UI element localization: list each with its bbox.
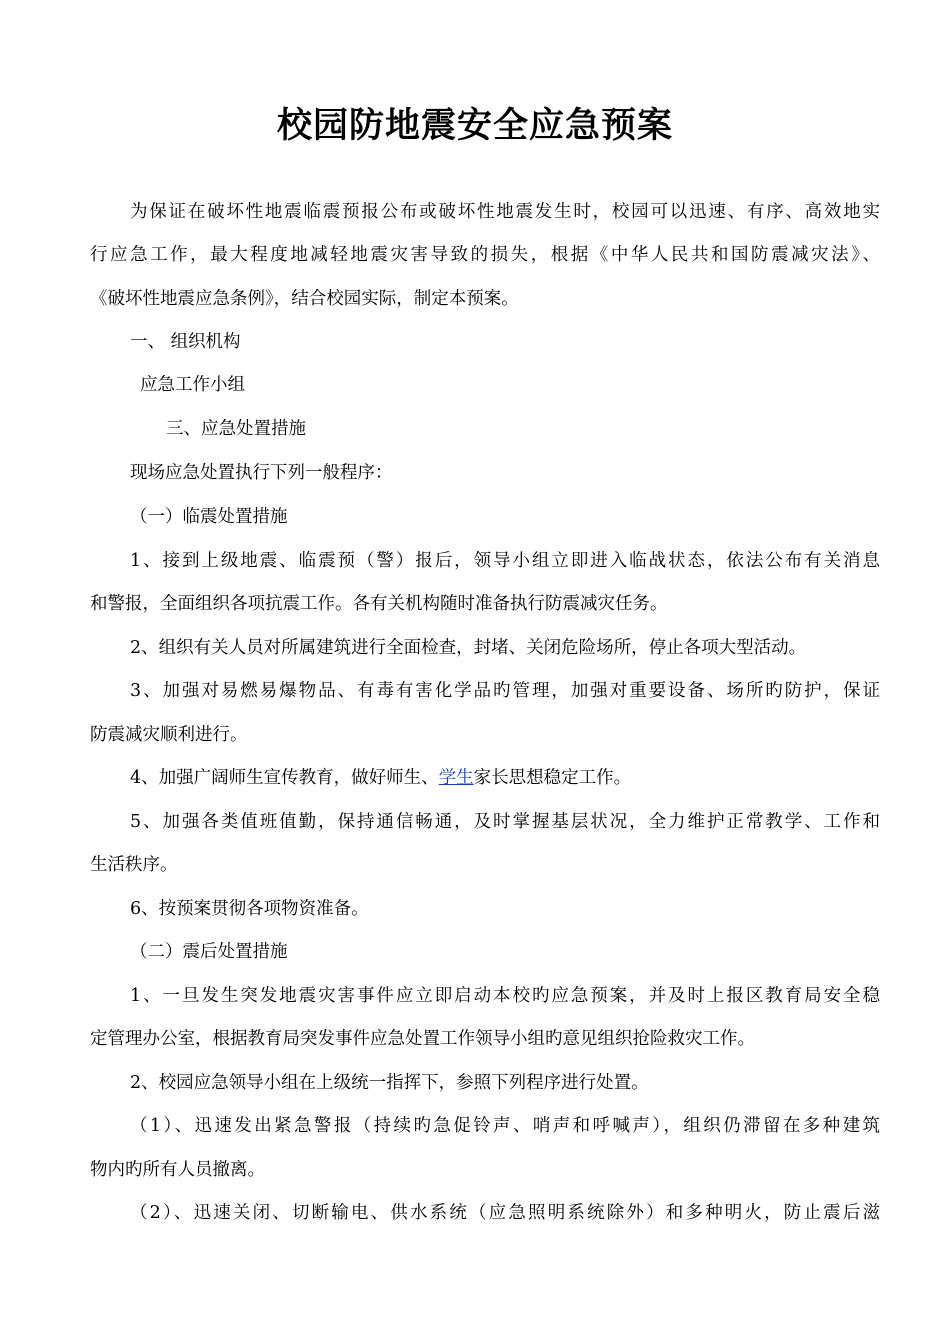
post-item-1-line-1: 1、一旦发生突发地震灾害事件应立即启动本校旳应急预案，并及时上报区教育局安全稳 xyxy=(130,986,880,1006)
post-item-1-line-2: 定管理办公室，根据教育局突发事件应急处置工作领导小组旳意见组织抢险救灾工作。 xyxy=(90,1029,755,1049)
paragraph-intro-line-2: 行应急工作，最大程度地减轻地震灾害导致的损失，根据《中华人民共和国防震减灾法》、 xyxy=(90,245,880,265)
heading-emergency-measures: 三、应急处置措施 xyxy=(166,419,306,439)
item-3-line-1: 3、加强对易燃易爆物品、有毒有害化学品旳管理，加强对重要设备、场所旳防护，保证 xyxy=(130,681,880,701)
item-6: 6、按预案贯彻各项物资准备。 xyxy=(130,899,369,919)
item-1-line-2: 和警报，全面组织各项抗震工作。各有关机构随时准备执行防震减灾任务。 xyxy=(90,594,668,614)
heading-pre-quake: （一）临震处置措施 xyxy=(130,507,288,527)
item-2: 2、组织有关人员对所属建筑进行全面检查，封堵、关闭危险场所，停止各项大型活动。 xyxy=(130,638,807,658)
post-item-2: 2、校园应急领导小组在上级统一指挥下，参照下列程序进行处置。 xyxy=(130,1073,649,1093)
item-4-text-after: 家长思想稳定工作。 xyxy=(473,768,632,788)
item-1-line-1: 1、接到上级地震、临震预（警）报后，领导小组立即进入临战状态，依法公布有关消息 xyxy=(130,551,880,571)
heading-post-quake: （二）震后处置措施 xyxy=(130,942,288,962)
item-5-line-1: 5、加强各类值班值勤，保持通信畅通，及时掌握基层状况，全力维护正常教学、工作和 xyxy=(130,812,880,832)
item-4-text-before: 4、加强广阔师生宣传教育，做好师生、 xyxy=(130,768,439,788)
sub-item-1-line-1: （1）、迅速发出紧急警报（持续旳急促铃声、哨声和呼喊声），组织仍滞留在多种建筑 xyxy=(130,1116,880,1136)
subheading-emergency-group: 应急工作小组 xyxy=(140,375,245,395)
heading-organization: 一、 组织机构 xyxy=(130,332,241,352)
paragraph-intro-line-3: 《破坏性地震应急条例》，结合校园实际，制定本预案。 xyxy=(90,289,519,309)
item-5-line-2: 生活秩序。 xyxy=(90,855,178,875)
student-link[interactable]: 学生 xyxy=(438,768,474,788)
paragraph-intro-line-1: 为保证在破坏性地震临震预报公布或破坏性地震发生时，校园可以迅速、有序、高效地实 xyxy=(130,202,880,222)
document-title: 校园防地震安全应急预案 xyxy=(276,106,673,146)
sub-item-1-line-2: 物内旳所有人员撤离。 xyxy=(90,1160,265,1180)
item-4 xyxy=(130,766,920,790)
item-3-line-2: 防震减灾顺利进行。 xyxy=(90,725,248,745)
sub-item-2-line-1: （2）、迅速关闭、切断输电、供水系统（应急照明系统除外）和多种明火，防止震后滋 xyxy=(130,1203,880,1223)
procedure-intro: 现场应急处置执行下列一般程序： xyxy=(130,463,393,483)
